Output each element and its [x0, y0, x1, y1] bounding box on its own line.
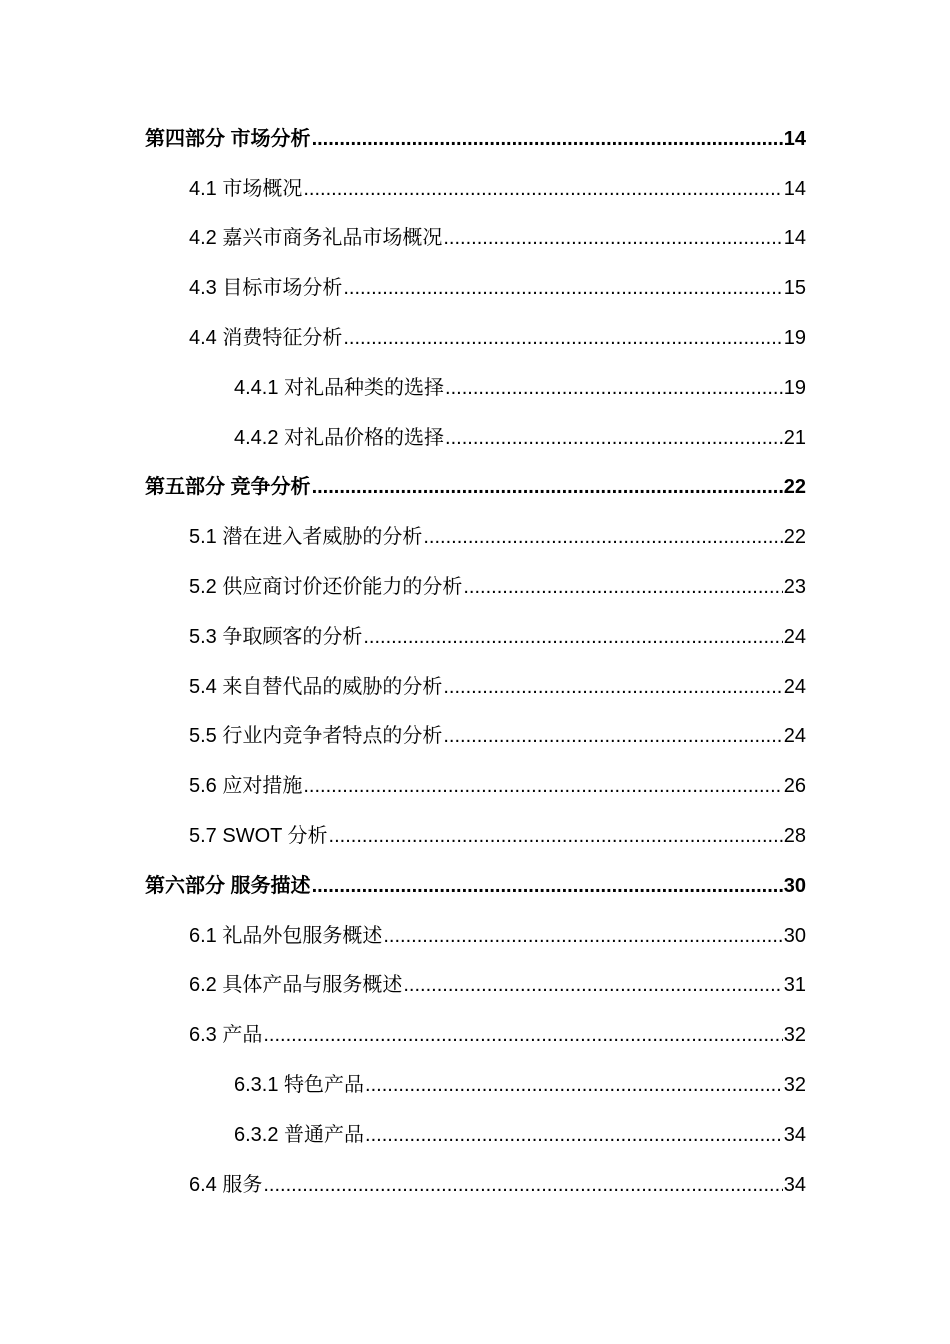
toc-page-number: 14	[783, 177, 806, 200]
toc-entry[interactable]	[0, 363, 950, 413]
toc-entry[interactable]	[0, 164, 950, 214]
toc-title: 4.4.2 对礼品价格的选择	[234, 426, 445, 449]
toc-page-number: 34	[783, 1123, 806, 1146]
table-of-contents	[0, 114, 950, 1210]
toc-title: 第四部分 市场分析	[145, 127, 311, 150]
toc-entry[interactable]	[0, 961, 950, 1011]
toc-entry[interactable]	[0, 612, 950, 662]
toc-page-number: 19	[783, 376, 806, 399]
toc-title: 5.6 应对措施	[189, 775, 303, 798]
toc-leader	[365, 1072, 783, 1098]
toc-entry[interactable]	[0, 811, 950, 861]
toc-page-number: 14	[783, 227, 806, 250]
toc-page-number: 30	[783, 874, 806, 897]
toc-page-number: 32	[783, 1024, 806, 1047]
toc-leader	[303, 176, 782, 202]
toc-page-number: 22	[783, 526, 806, 549]
toc-leader	[312, 126, 783, 152]
toc-page-number: 24	[783, 725, 806, 748]
toc-title: 6.3.2 普通产品	[234, 1123, 365, 1146]
toc-entry[interactable]	[0, 1160, 950, 1210]
toc-entry[interactable]	[0, 313, 950, 363]
toc-title: 第六部分 服务描述	[145, 874, 311, 897]
toc-leader	[365, 1122, 783, 1148]
toc-page-number: 24	[783, 675, 806, 698]
toc-title: 4.1 市场概况	[189, 177, 303, 200]
toc-entry[interactable]	[0, 1010, 950, 1060]
toc-leader	[383, 923, 782, 949]
toc-entry[interactable]	[0, 1110, 950, 1160]
toc-leader	[423, 524, 782, 550]
toc-title: 6.2 具体产品与服务概述	[189, 974, 403, 997]
toc-entry[interactable]	[0, 1060, 950, 1110]
toc-page-number: 14	[783, 127, 806, 150]
toc-title: 5.7 SWOT 分析	[189, 825, 328, 848]
toc-entry[interactable]	[0, 114, 950, 164]
toc-page-number: 24	[783, 625, 806, 648]
toc-entry[interactable]	[0, 861, 950, 911]
toc-title: 6.1 礼品外包服务概述	[189, 924, 383, 947]
toc-leader	[329, 823, 783, 849]
toc-title: 6.4 服务	[189, 1173, 263, 1196]
toc-title: 6.3 产品	[189, 1024, 263, 1047]
toc-page-number: 26	[783, 775, 806, 798]
toc-title: 4.4.1 对礼品种类的选择	[234, 376, 445, 399]
toc-entry[interactable]	[0, 911, 950, 961]
toc-page-number: 19	[783, 327, 806, 350]
toc-leader	[263, 1022, 782, 1048]
toc-title: 5.5 行业内竞争者特点的分析	[189, 725, 443, 748]
toc-title: 5.2 供应商讨价还价能力的分析	[189, 576, 463, 599]
toc-title: 4.3 目标市场分析	[189, 277, 343, 300]
toc-leader	[343, 325, 782, 351]
toc-entry[interactable]	[0, 562, 950, 612]
toc-page-number: 15	[783, 277, 806, 300]
toc-entry[interactable]	[0, 662, 950, 712]
toc-page-number: 34	[783, 1173, 806, 1196]
toc-page-number: 30	[783, 924, 806, 947]
toc-leader	[443, 225, 782, 251]
toc-page-number: 32	[783, 1074, 806, 1097]
toc-leader	[312, 873, 783, 899]
toc-page-number: 22	[783, 476, 806, 499]
toc-entry[interactable]	[0, 761, 950, 811]
toc-leader	[312, 474, 783, 500]
toc-title: 5.4 来自替代品的威胁的分析	[189, 675, 443, 698]
toc-page-number: 21	[783, 426, 806, 449]
toc-entry[interactable]	[0, 512, 950, 562]
toc-leader	[445, 375, 783, 401]
toc-leader	[443, 674, 782, 700]
toc-leader	[303, 773, 782, 799]
toc-title: 5.3 争取顾客的分析	[189, 625, 363, 648]
toc-title: 第五部分 竞争分析	[145, 476, 311, 499]
toc-entry[interactable]	[0, 712, 950, 762]
toc-entry[interactable]	[0, 263, 950, 313]
toc-page-number: 31	[783, 974, 806, 997]
toc-entry[interactable]	[0, 413, 950, 463]
toc-title: 6.3.1 特色产品	[234, 1074, 365, 1097]
toc-leader	[463, 574, 782, 600]
toc-title: 5.1 潜在进入者威胁的分析	[189, 526, 423, 549]
toc-leader	[445, 425, 783, 451]
toc-leader	[363, 624, 782, 650]
toc-leader	[343, 275, 782, 301]
toc-entry[interactable]	[0, 214, 950, 264]
toc-page-number: 28	[783, 825, 806, 848]
toc-leader	[263, 1172, 782, 1198]
toc-entry[interactable]	[0, 463, 950, 513]
toc-title: 4.4 消费特征分析	[189, 327, 343, 350]
toc-title: 4.2 嘉兴市商务礼品市场概况	[189, 227, 443, 250]
toc-leader	[403, 972, 782, 998]
toc-page-number: 23	[783, 576, 806, 599]
toc-leader	[443, 723, 782, 749]
